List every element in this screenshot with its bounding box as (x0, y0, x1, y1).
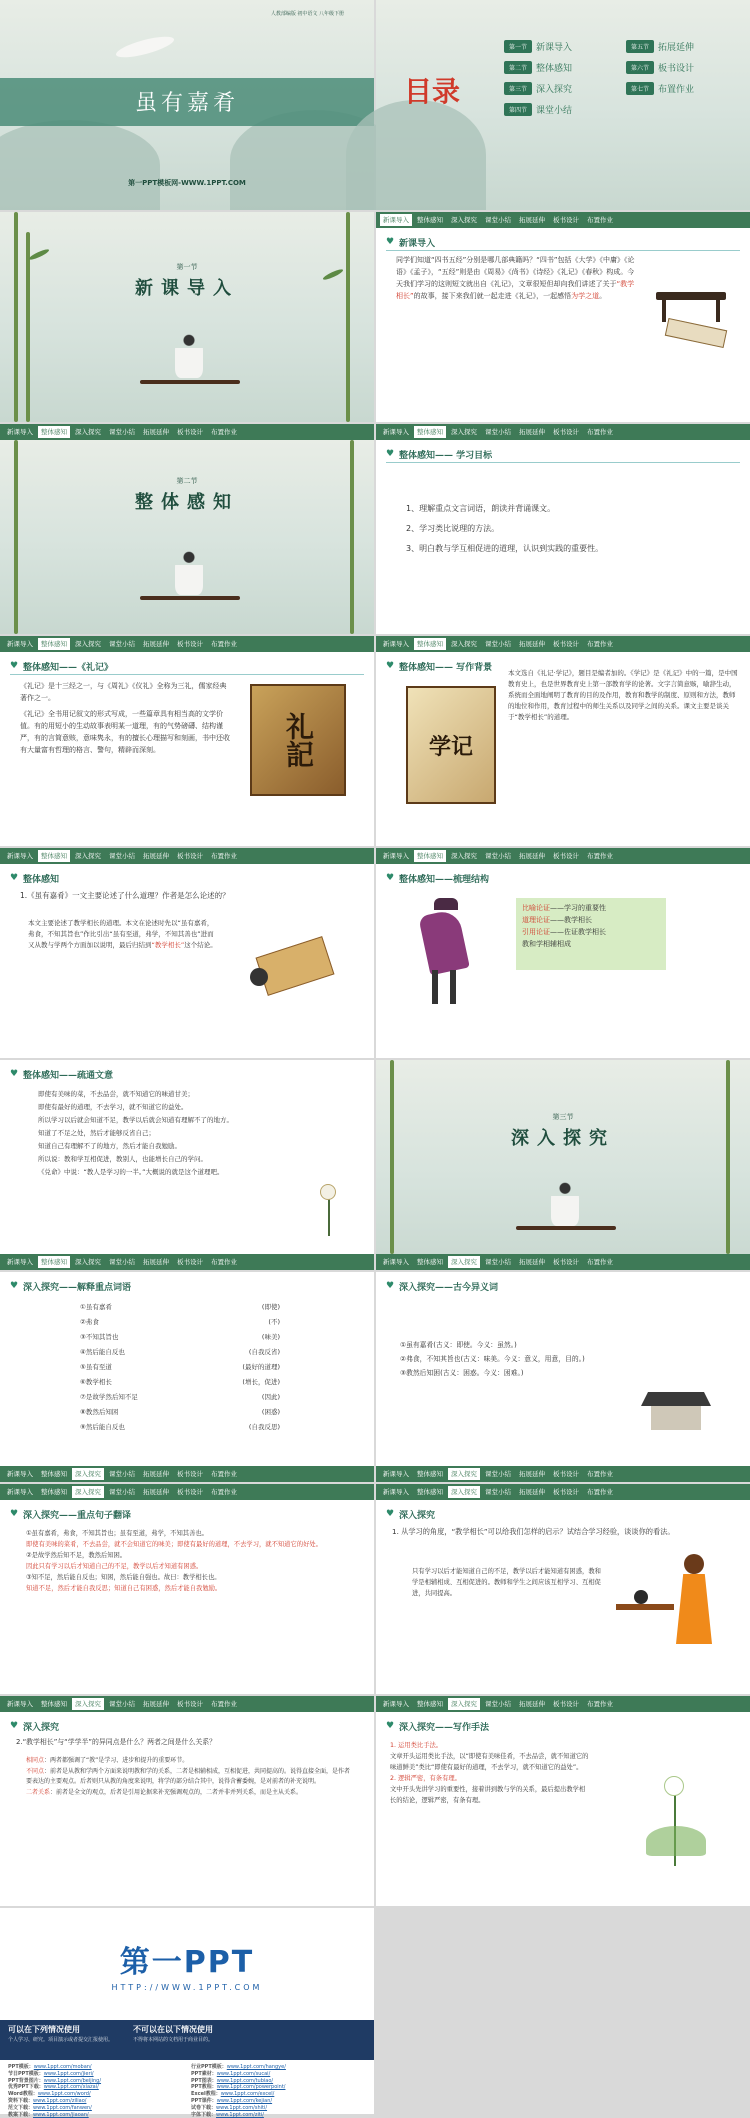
heart-icon: ♥ (386, 449, 395, 459)
heart-icon: ♥ (10, 1069, 19, 1079)
toc-item-7[interactable]: 第七节 布置作业 (626, 82, 694, 95)
nav-tab-intro[interactable]: 新课导入 (383, 852, 409, 860)
answer-text: 本文主要论述了教学相长的道理。本文在论述时先以“虽有嘉肴，弗食，不知其旨也”作比引出“虽有至道，弗学，不知其善也”进而又从教与学两个方面加以说明，最后归结到“教学相长”这个结论。 (28, 919, 217, 949)
nav-tab-board[interactable]: 板书设计 (553, 1258, 579, 1266)
nav-tab-intro[interactable]: 新课导入 (380, 214, 412, 226)
section-background (376, 1060, 750, 1270)
nav-tab-intro[interactable]: 新课导入 (383, 1470, 409, 1478)
teacher-student-illustration (616, 1554, 726, 1674)
nav-tab-overview[interactable]: 整体感知 (38, 850, 70, 862)
nav-tab-explore[interactable]: 深入探究 (451, 640, 477, 648)
nav-tab-overview[interactable]: 整体感知 (41, 1700, 67, 1708)
nav-tab-board[interactable]: 板书设计 (553, 1470, 579, 1478)
bamboo-stalk (26, 232, 30, 422)
cannot-use-column: 不可以在以下情况使用 不得将本网站的文档用于商业目的。 (133, 2025, 214, 2043)
bamboo-stalk (14, 212, 18, 422)
nav-tab-intro[interactable]: 新课导入 (383, 1488, 409, 1496)
section-heading: ♥ 新课导入 (386, 237, 436, 249)
toc-item-6[interactable]: 第六节 板书设计 (626, 61, 694, 74)
section-heading: ♥ 整体感知—— 学习目标 (386, 449, 493, 461)
site-url[interactable]: HTTP://WWW.1PPT.COM (111, 1982, 263, 1992)
word-row: ①虽有嘉肴 (即使) (80, 1303, 280, 1311)
structure-line: 道理论证——教学相长 (522, 916, 592, 924)
section-heading: ♥ 深入探究——古今异义词 (386, 1281, 499, 1293)
question-text: 1. 从学习的角度，“教学相长”可以给我们怎样的启示？试结合学习经验，谈谈你的看法。 (392, 1527, 675, 1536)
goal-item: 2、学习类比说理的方法。 (406, 524, 500, 533)
nav-bar (376, 1696, 750, 1712)
nav-tab-homework[interactable]: 布置作业 (587, 1258, 613, 1266)
nav-tab-intro[interactable]: 新课导入 (7, 640, 33, 648)
slide-question-3[interactable] (0, 1696, 374, 1906)
nav-tab-overview[interactable]: 整体感知 (417, 1700, 443, 1708)
translation-lines: 即使有美味的菜，不去品尝，就不知道它的味道甘美； 即使有最好的道理，不去学习，就不知道它的益处。 所以学习以后就会知道不足，教学以后就会知道有理解不了的地方。 知道了不足之处，然后才能够反省自己； 知道自己有理解不了的地方，然后才能自我勉励。 所以说：教和学互相促进，教别人，也能增长自己的学问。 《兑命》中说：“教人是学习的一半。”大概说的就是这个道理吧。 (38, 1090, 233, 1176)
slide-toc[interactable] (376, 0, 750, 210)
section-background (0, 212, 374, 422)
nav-bar (376, 1254, 750, 1270)
slide-sentences[interactable] (0, 1484, 374, 1694)
nav-bar (376, 212, 750, 228)
word-row: ②弗食 (不) (80, 1318, 280, 1326)
ad-link[interactable]: 试卷下载：www.1ppt.com/shiti/ (191, 2104, 268, 2111)
nav-tab-board[interactable]: 板书设计 (553, 1488, 579, 1496)
nav-tab-explore[interactable]: 深入探究 (75, 640, 101, 648)
can-use-column: 可以在下列情况使用 个人学习、研究。项目演示或者提交汇报使用。 (8, 2025, 114, 2043)
nav-tab-board[interactable]: 板书设计 (177, 640, 203, 648)
nav-tab-intro[interactable]: 新课导入 (7, 1488, 33, 1496)
structure-line: 教和学相辅相成 (522, 940, 571, 948)
word-row: ④然后能自反也 (自我反省) (80, 1348, 280, 1356)
heart-icon: ♥ (386, 661, 395, 671)
toc-title: 目录 (404, 75, 461, 108)
section-title: 整体感知 (135, 492, 239, 513)
writing-text: 1. 运用类比手法。 文章开头运用类比手法，以“即使有美味佳肴，不去品尝，就不知道它的味道鲜美”类比“即使有最好的道理，不去学习，就不知道它的益处”。 2. 逻辑严密，有条有理。 文中开头先讲学习的重要性，接着讲到教与学的关系，最后提出教学相长的结论，逻辑严密，有条有理。 (390, 1742, 589, 1804)
heart-icon: ♥ (386, 1509, 395, 1519)
nav-tab-summary[interactable]: 课堂小结 (109, 1700, 135, 1708)
toc-item-2[interactable]: 第二节 整体感知 (504, 61, 572, 74)
bamboo-stalk (390, 1060, 394, 1254)
nav-tab-extension[interactable]: 拓展延伸 (143, 1470, 169, 1478)
slide-section-1[interactable] (0, 212, 374, 422)
nav-tab-intro[interactable]: 新课导入 (7, 1470, 33, 1478)
structure-line: 比喻论证——学习的重要性 (522, 904, 606, 912)
slide-goals[interactable] (376, 424, 750, 634)
nav-tab-intro[interactable]: 新课导入 (383, 428, 409, 436)
lady-figure (551, 1180, 579, 1226)
nav-tab-intro[interactable]: 新课导入 (7, 428, 33, 436)
intro-paragraph: 同学们知道“四书五经”分别是哪几部典籍吗？“四书”包括《大学》《中庸》《论语》《孟子》，“五经”则是由《周易》《尚书》《诗经》《礼记》《春秋》构成。今天我们学习的这则短文就出自《礼记》，文章很短但却向我们讲述了关于“教学相长”的故事，接下来我们就一起走进《礼记》，一起感悟为学之道。 (396, 256, 635, 300)
scroll-brush-illustration (240, 928, 340, 1008)
slide-structure[interactable] (376, 848, 750, 1058)
nav-tab-homework[interactable]: 布置作业 (587, 640, 613, 648)
ad-link[interactable]: PPT模板：www.1ppt.com/moban/ (8, 2064, 92, 2070)
bamboo-stalk (726, 1060, 730, 1254)
nav-tab-board[interactable]: 板书设计 (177, 1488, 203, 1496)
question-text: 1.《虽有嘉肴》一文主要论述了什么道理？作者是怎么论述的？ (20, 891, 230, 900)
heart-icon: ♥ (10, 873, 19, 883)
toc-column-right (626, 40, 694, 95)
nav-tab-overview[interactable]: 整体感知 (417, 1488, 443, 1496)
heart-icon: ♥ (386, 237, 395, 247)
nav-tab-homework[interactable]: 布置作业 (587, 216, 613, 224)
nav-tab-explore[interactable]: 深入探究 (75, 1258, 101, 1266)
ad-link[interactable]: 字体下载：www.1ppt.com/ziti/ (191, 2111, 264, 2118)
nav-tab-overview[interactable]: 整体感知 (417, 1470, 443, 1478)
nav-tab-summary[interactable]: 课堂小结 (485, 428, 511, 436)
heart-icon: ♥ (386, 1721, 395, 1731)
toc-item-5[interactable]: 第五节 拓展延伸 (626, 40, 694, 53)
toc-item-3[interactable]: 第三节 深入探究 (504, 82, 572, 95)
nav-tab-explore[interactable]: 深入探究 (451, 852, 477, 860)
nav-tab-summary[interactable]: 课堂小结 (485, 640, 511, 648)
nav-tab-overview[interactable]: 整体感知 (414, 638, 446, 650)
heart-icon: ♥ (10, 1281, 19, 1291)
nav-tab-explore[interactable]: 深入探究 (448, 1256, 480, 1268)
bench-shape (516, 1226, 616, 1230)
links-left (8, 2064, 183, 2118)
word-row: ⑤虽有至道 (最好的道理) (80, 1363, 280, 1371)
nav-bar (0, 848, 374, 864)
flower-illustration (300, 1180, 360, 1240)
nav-tab-homework[interactable]: 布置作业 (211, 1470, 237, 1478)
nav-tab-extension[interactable]: 拓展延伸 (519, 1488, 545, 1496)
section-background (0, 440, 374, 634)
section-heading: ♥ 整体感知——梳理结构 (386, 873, 490, 885)
heart-icon: ♥ (10, 661, 19, 671)
nav-bar (0, 424, 374, 440)
nav-tab-overview[interactable]: 整体感知 (41, 1488, 67, 1496)
slide-intro[interactable] (376, 212, 750, 422)
ad-link[interactable]: 范文下载：www.1ppt.com/fanwen/ (8, 2104, 92, 2111)
nav-tab-extension[interactable]: 拓展延伸 (519, 852, 545, 860)
nav-tab-homework[interactable]: 布置作业 (211, 428, 237, 436)
slide-words[interactable] (0, 1272, 374, 1482)
section-title: 深入探究 (511, 1128, 615, 1149)
nav-tab-summary[interactable]: 课堂小结 (109, 852, 135, 860)
toc-column-left (504, 40, 572, 116)
slide-question-1[interactable] (0, 848, 374, 1058)
section-heading: ♥ 深入探究 (10, 1721, 60, 1733)
ad-link[interactable]: PPT图表：www.1ppt.com/tubiao/ (191, 2077, 274, 2084)
nav-tab-homework[interactable]: 布置作业 (211, 852, 237, 860)
nav-bar (0, 1696, 374, 1712)
nav-bar (0, 1466, 374, 1482)
slide-liji[interactable] (0, 636, 374, 846)
ad-link[interactable]: Word教程：www.1ppt.com/word/ (8, 2091, 91, 2098)
bamboo-stalk (346, 212, 350, 422)
nav-tab-intro[interactable]: 新课导入 (383, 1258, 409, 1266)
divider (386, 250, 740, 251)
nav-tab-summary[interactable]: 课堂小结 (109, 1488, 135, 1496)
nav-bar (376, 1484, 750, 1500)
nav-tab-summary[interactable]: 课堂小结 (109, 1470, 135, 1478)
section-title: 新课导入 (135, 278, 239, 299)
heart-icon: ♥ (386, 873, 395, 883)
section-heading: ♥ 整体感知—— 写作背景 (386, 661, 493, 673)
words-list (80, 1300, 280, 1435)
nav-tab-explore[interactable]: 深入探究 (451, 216, 477, 224)
nav-tab-summary[interactable]: 课堂小结 (109, 1258, 135, 1266)
nav-tab-homework[interactable]: 布置作业 (211, 1488, 237, 1496)
nav-tab-extension[interactable]: 拓展延伸 (143, 1258, 169, 1266)
section-heading: ♥ 整体感知——《礼记》 (10, 661, 114, 673)
nav-tab-explore[interactable]: 深入探究 (448, 1698, 480, 1710)
slide-advert[interactable] (0, 1908, 374, 2118)
slide-background[interactable] (376, 636, 750, 846)
section-heading: ♥ 深入探究——写作手法 (386, 1721, 490, 1733)
structure-box (516, 898, 666, 970)
word-row: ⑨然后能自反也 (自我反思) (80, 1423, 280, 1431)
nav-tab-homework[interactable]: 布置作业 (587, 1488, 613, 1496)
section-number: 第三节 (552, 1113, 574, 1121)
nav-tab-board[interactable]: 板书设计 (553, 428, 579, 436)
nav-tab-overview[interactable]: 整体感知 (38, 426, 70, 438)
ad-link[interactable]: PPT课件：www.1ppt.com/kejian/ (191, 2097, 273, 2104)
structure-lines (522, 902, 606, 950)
nav-tab-board[interactable]: 板书设计 (177, 1700, 203, 1708)
sentences-list: ①虽有嘉肴，弗食，不知其旨也；虽有至道，弗学，不知其善也。 即使有美味的菜肴，不去品尝，就不会知道它的味美；即使有最好的道理，不去学习，就不知道它的好处。 ②是故学然后知不足，教然后知困。 因此只有学习以后才知道自己的不足，教学以后才知道有困惑。 ③知不足，然后能自反也；知困，然后能自强也。故曰：教学相长也。 知道不足，然后才能自我反思；知道自己有困惑，然后才能自我勉励。 (26, 1530, 322, 1592)
desk-scroll-illustration (646, 282, 736, 352)
nav-tab-summary[interactable]: 课堂小结 (109, 428, 135, 436)
mountain-shape (346, 100, 486, 210)
detective-figure (416, 898, 476, 1008)
nav-tab-homework[interactable]: 布置作业 (587, 428, 613, 436)
section-heading: ♥ 深入探究——重点句子翻译 (10, 1509, 132, 1521)
nav-tab-explore[interactable]: 深入探究 (72, 1698, 104, 1710)
heart-icon: ♥ (10, 1721, 19, 1731)
nav-tab-explore[interactable]: 深入探究 (451, 428, 477, 436)
book-cover-image: 学记 (406, 686, 496, 804)
nav-tab-extension[interactable]: 拓展延伸 (519, 640, 545, 648)
nav-tab-summary[interactable]: 课堂小结 (485, 1488, 511, 1496)
ad-link[interactable]: Excel教程：www.1ppt.com/excel/ (191, 2091, 275, 2098)
slide-section-3[interactable] (376, 1060, 750, 1270)
nav-bar (376, 848, 750, 864)
liji-text: 《礼记》是十三经之一，与《周礼》《仪礼》全称为三礼，儒家经典著作之一。 《礼记》全书用记叙文的形式写成，一些篇章具有相当高的文学价值。有的用短小的生动故事表明某一道理，有的气势磅礴、结构谨严，有的言简意赅，意味隽永，有的擅长心理描写和刻画，书中还收有大量富有哲理的格言、警句，精辟而深刻。 (20, 682, 230, 754)
nav-tab-explore[interactable]: 深入探究 (448, 1486, 480, 1498)
nav-bar (0, 1484, 374, 1500)
answer-text: 相同点：两者都强调了“教”是学习、进步和提升的重要环节。 不同点：前者是从教和学两个方面来说明教和学的关系，二者是相辅相成，互相促进，共同提高的。说得直接全面，是作者要表达的主要观点。后者则只从教的角度来说明，将学的部分结合其中，说得含蓄委婉，是对前者的补充说明。 二者关系：前者是全文的观点，后者是引用论据来补充强调观点的，二者并非并列关系，而是主从关系。 (26, 1757, 351, 1796)
nav-bar (0, 636, 374, 652)
slide-ancient-words[interactable] (376, 1272, 750, 1482)
nav-tab-overview[interactable]: 整体感知 (417, 216, 443, 224)
goals-list (406, 499, 603, 559)
heart-icon: ♥ (10, 1509, 19, 1519)
bamboo-stalk (350, 440, 354, 634)
ad-links (0, 2060, 374, 2118)
nav-tab-extension[interactable]: 拓展延伸 (143, 1700, 169, 1708)
cover-title: 虽有嘉肴 (134, 91, 239, 116)
nav-tab-board[interactable]: 板书设计 (177, 428, 203, 436)
nav-tab-overview[interactable]: 整体感知 (38, 1256, 70, 1268)
lady-figure (175, 332, 203, 378)
toc-item-1[interactable]: 第一节 新课导入 (504, 40, 572, 53)
nav-tab-board[interactable]: 板书设计 (553, 1700, 579, 1708)
slide-writing[interactable] (376, 1696, 750, 1906)
nav-tab-explore[interactable]: 深入探究 (72, 1486, 104, 1498)
question-text: 2.“教学相长”与“学学半”的异同点是什么？两者之间是什么关系？ (16, 1738, 217, 1746)
nav-tab-extension[interactable]: 拓展延伸 (143, 852, 169, 860)
nav-bar (376, 424, 750, 440)
goal-item: 3、明白教与学互相促进的道理，认识到实践的重要性。 (406, 544, 604, 553)
nav-tab-board[interactable]: 板书设计 (177, 1258, 203, 1266)
ad-link[interactable]: 教案下载：www.1ppt.com/jiaoan/ (8, 2111, 89, 2118)
nav-tab-intro[interactable]: 新课导入 (383, 640, 409, 648)
ad-usage-band (0, 2020, 374, 2060)
toc-item-4[interactable]: 第四节 课堂小结 (504, 103, 572, 116)
nav-tab-intro[interactable]: 新课导入 (7, 1258, 33, 1266)
book-cover-image: 礼記 (250, 684, 346, 796)
word-row: ⑦是故学然后知不足 (因此) (80, 1393, 280, 1401)
nav-tab-board[interactable]: 板书设计 (553, 852, 579, 860)
nav-tab-overview[interactable]: 整体感知 (417, 1258, 443, 1266)
house-illustration (631, 1372, 731, 1442)
site-logo: 第一PPT (119, 1944, 255, 1980)
word-row: ⑧教然后知困 (困惑) (80, 1408, 280, 1416)
nav-tab-summary[interactable]: 课堂小结 (485, 1470, 511, 1478)
nav-tab-intro[interactable]: 新课导入 (7, 852, 33, 860)
mountain-shape (0, 120, 160, 210)
ad-link[interactable]: PPT背景图片：www.1ppt.com/beijing/ (8, 2077, 102, 2084)
slide-cover[interactable] (0, 0, 374, 210)
nav-tab-extension[interactable]: 拓展延伸 (519, 428, 545, 436)
nav-bar (376, 1466, 750, 1482)
heart-icon: ♥ (386, 1281, 395, 1291)
nav-tab-intro[interactable]: 新课导入 (7, 1700, 33, 1708)
nav-tab-explore[interactable]: 深入探究 (75, 428, 101, 436)
nav-tab-extension[interactable]: 拓展延伸 (519, 1700, 545, 1708)
nav-bar (0, 1254, 374, 1270)
nav-tab-board[interactable]: 板书设计 (553, 640, 579, 648)
links-right (191, 2064, 366, 2118)
nav-tab-extension[interactable]: 拓展延伸 (519, 216, 545, 224)
section-number: 第一节 (176, 263, 198, 271)
section-number: 第二节 (176, 477, 198, 485)
nav-tab-overview[interactable]: 整体感知 (41, 1470, 67, 1478)
nav-tab-summary[interactable]: 课堂小结 (109, 640, 135, 648)
site-label: 第一PPT模板网-WWW.1PPT.COM (128, 179, 246, 187)
nav-tab-intro[interactable]: 新课导入 (383, 1700, 409, 1708)
nav-tab-overview[interactable]: 整体感知 (414, 426, 446, 438)
nav-tab-overview[interactable]: 整体感知 (414, 850, 446, 862)
section-heading: ♥ 深入探究——解释重点词语 (10, 1281, 132, 1293)
nav-tab-summary[interactable]: 课堂小结 (485, 1700, 511, 1708)
nav-tab-homework[interactable]: 布置作业 (587, 1470, 613, 1478)
section-heading: ♥ 整体感知 (10, 873, 60, 885)
ad-link[interactable]: 行业PPT模板：www.1ppt.com/hangye/ (191, 2064, 286, 2070)
nav-tab-explore[interactable]: 深入探究 (75, 852, 101, 860)
nav-tab-homework[interactable]: 布置作业 (211, 1258, 237, 1266)
nav-tab-homework[interactable]: 布置作业 (587, 1700, 613, 1708)
nav-tab-board[interactable]: 板书设计 (553, 216, 579, 224)
nav-tab-explore[interactable]: 深入探究 (72, 1468, 104, 1480)
ancient-list: ①虽有嘉肴(古义：即使。今义：虽然。) ②弗食，不知其旨也(古义：味美。今义：意义，用意，目的。) ③教然后知困(古义：困惑。今义：困难。) (400, 1341, 585, 1377)
nav-tab-summary[interactable]: 课堂小结 (485, 852, 511, 860)
word-row: ③不知其旨也 (味美) (80, 1333, 280, 1341)
nav-tab-homework[interactable]: 布置作业 (211, 1700, 237, 1708)
nav-tab-homework[interactable]: 布置作业 (211, 640, 237, 648)
structure-line: 引用论证——佐证教学相长 (522, 928, 606, 936)
nav-tab-board[interactable]: 板书设计 (177, 852, 203, 860)
answer-text: 只有学习以后才能知道自己的不足，教学以后才能知道有困惑，教和学是相辅相成、互相促进的。教师和学生之间应该互相学习、互相促进，共同提高。 (412, 1568, 601, 1597)
nav-tab-summary[interactable]: 课堂小结 (485, 216, 511, 224)
nav-bar (376, 636, 750, 652)
ad-link[interactable]: 资料下载：www.1ppt.com/ziliao/ (8, 2097, 87, 2104)
ad-link[interactable]: 节日PPT模板：www.1ppt.com/jieri/ (8, 2070, 94, 2077)
nav-tab-extension[interactable]: 拓展延伸 (143, 428, 169, 436)
nav-tab-explore[interactable]: 深入探究 (448, 1468, 480, 1480)
nav-tab-summary[interactable]: 课堂小结 (485, 1258, 511, 1266)
slide-question-2[interactable] (376, 1484, 750, 1694)
bench-shape (140, 380, 240, 384)
word-row: ⑥教学相长 (增长，促进) (80, 1378, 280, 1386)
flower-illustration (626, 1766, 726, 1876)
section-heading: ♥ 深入探究 (386, 1509, 436, 1521)
lady-figure (175, 549, 203, 595)
nav-tab-extension[interactable]: 拓展延伸 (519, 1470, 545, 1478)
divider (386, 462, 740, 463)
nav-tab-extension[interactable]: 拓展延伸 (519, 1258, 545, 1266)
nav-tab-homework[interactable]: 布置作业 (587, 852, 613, 860)
bench-shape (140, 596, 240, 600)
ad-link[interactable]: PPT教程：www.1ppt.com/powerpoint/ (191, 2084, 286, 2091)
nav-tab-board[interactable]: 板书设计 (177, 1470, 203, 1478)
publisher-label: 人教部编版 初中语文 八年级下册 (270, 11, 344, 17)
slide-translation[interactable] (0, 1060, 374, 1270)
ad-header (0, 1908, 374, 2020)
ad-link[interactable]: PPT素材：www.1ppt.com/sucai/ (191, 2070, 271, 2077)
nav-tab-extension[interactable]: 拓展延伸 (143, 640, 169, 648)
bamboo-stalk (14, 440, 18, 634)
nav-tab-extension[interactable]: 拓展延伸 (143, 1488, 169, 1496)
slide-section-2[interactable] (0, 424, 374, 634)
divider (10, 674, 364, 675)
ad-link[interactable]: 优秀PPT下载：www.1ppt.com/xiazai/ (8, 2084, 99, 2091)
nav-tab-overview[interactable]: 整体感知 (38, 638, 70, 650)
section-heading: ♥ 整体感知——疏通文意 (10, 1069, 114, 1081)
goal-item: 1、理解重点文言词语，朗读并背诵课文。 (406, 504, 556, 513)
background-text: 本文选自《礼记·学记》，题目是编者加的。《学记》是《礼记》中的一篇，是中国教育史上，也是世界教育史上第一部教育学的论著。文字言简意赅，喻辞生动，系统而全面地阐明了教育的目的及作用，教育和教学的制度、原则和方法，教师的地位和作用，教育过程中的师生关系以及同学之间的关系。课文主要是谈关于“教学相长”的道理。 (508, 669, 738, 721)
